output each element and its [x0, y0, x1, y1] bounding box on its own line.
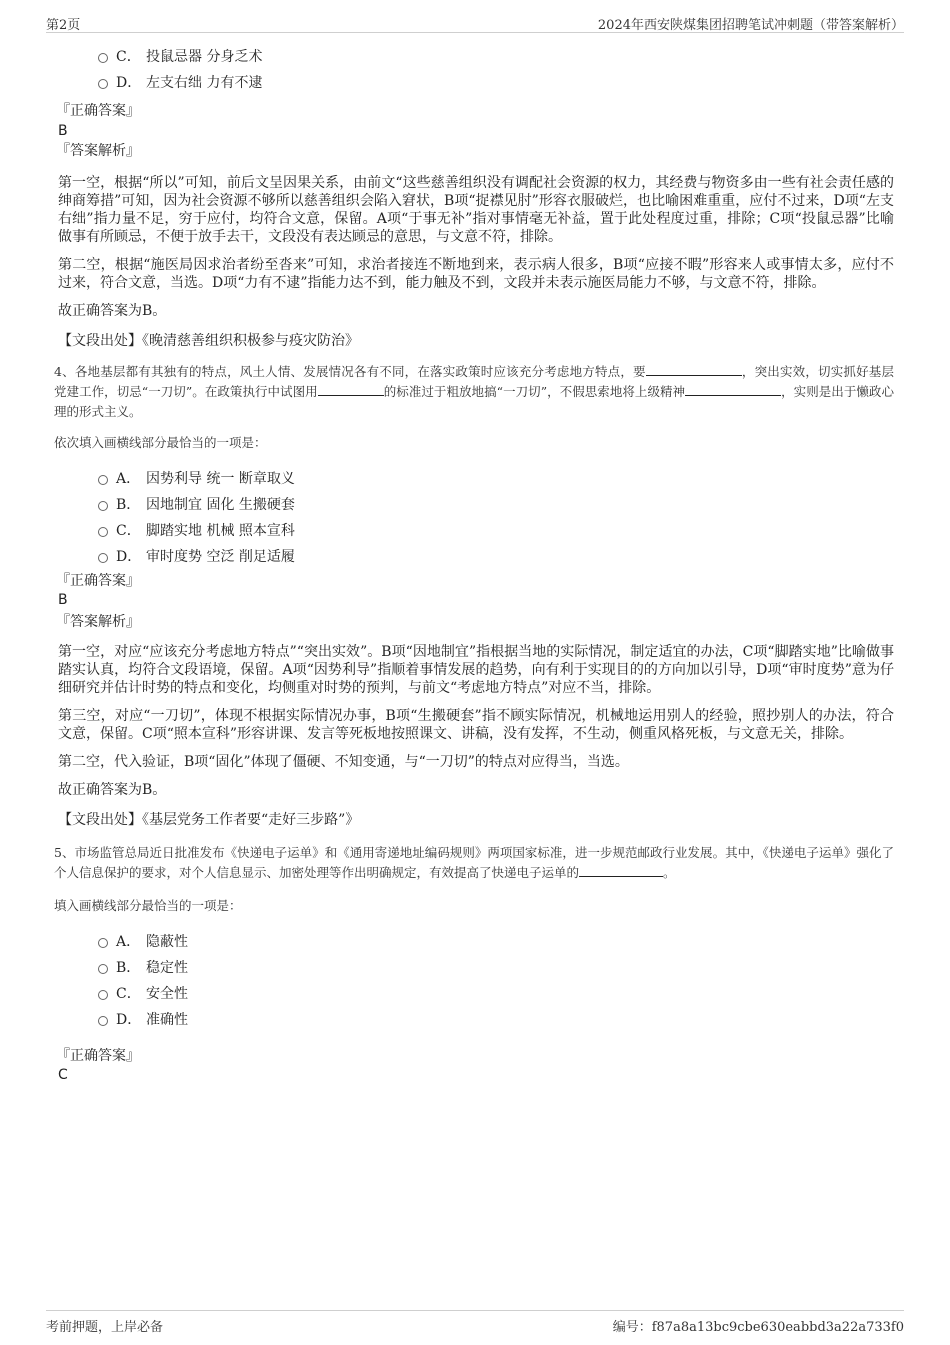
- q3-analysis-label: 『答案解析』: [56, 143, 140, 159]
- option-text: 投鼠忌器 分身乏术: [146, 49, 263, 65]
- document-title: 2024年西安陕煤集团招聘笔试冲刺题（带答案解析）: [597, 18, 904, 33]
- q5-options: [58, 929, 894, 1033]
- q4-option-d[interactable]: [58, 544, 894, 570]
- q4-stem-part1: 4、各地基层都有其独有的特点，风土人情、发展情况各有不同，在落实政策时应该充分考虑地方特点，要: [54, 364, 646, 379]
- radio-icon[interactable]: [98, 501, 108, 511]
- q4-stem-part2: ，突出实效，切实抓好基层党建工作，切忌“一刀切”。在政策执行中试图用: [54, 364, 894, 399]
- q4-source: 【文段出处】《基层党务工作者要“走好三步路”》: [58, 812, 360, 828]
- radio-icon[interactable]: [98, 53, 108, 63]
- blank-1: [646, 362, 742, 376]
- q3-analysis-p1: 第一空，根据“所以”可知，前后文呈因果关系，由前文“这些慈善组织没有调配社会资源的权力，其经费与物资多由一些有社会责任感的绅商筹措”可知，因为社会资源不够所以慈善组织会陷入窘状，B项“捉襟见肘”形容衣服破烂，也比喻困难重重，应付不过来，D项“左支右绌”指力量不足，穷于应付，均符合文意，保留。A项“于事无补”指对事情毫无补益，置于此处程度过重，排除；C项“投鼠忌器”比喻做事有所顾忌，不便于放手去干，文段没有表达顾忌的意思，与文意不符，排除。: [58, 175, 894, 245]
- q4-analysis-p3: 第二空，代入验证，B项“固化”体现了僵硬、不知变通，与“一刀切”的特点对应得当，当选。: [58, 754, 629, 770]
- q4-stem: [54, 362, 894, 422]
- page-header: [46, 12, 904, 33]
- q3-answer: B: [58, 123, 68, 139]
- page-footer: [46, 1310, 904, 1333]
- q4-answer: B: [58, 592, 68, 608]
- q5-option-d[interactable]: [58, 1007, 894, 1033]
- radio-icon[interactable]: [98, 475, 108, 485]
- option-text: 稳定性: [146, 960, 188, 976]
- q3-analysis-p3: 故正确答案为B。: [58, 303, 167, 319]
- footer-slogan: 考前押题，上岸必备: [46, 1320, 164, 1335]
- q4-analysis-label: 『答案解析』: [56, 614, 140, 630]
- option-letter: A．: [116, 934, 141, 950]
- q5-answer: C: [58, 1067, 68, 1083]
- blank-1: [579, 863, 663, 877]
- q3-option-c[interactable]: [58, 44, 894, 70]
- q4-analysis-p2: 第三空，对应“一刀切”，体现不根据实际情况办事，B项“生搬硬套”指不顾实际情况，机械地运用别人的经验，照抄别人的办法，符合文意，保留。C项“照本宣科”形容讲课、发言等死板地按照课文、讲稿，没有发挥，不生动，侧重风格死板，与文意无关，排除。: [58, 708, 894, 742]
- option-text: 安全性: [146, 986, 188, 1002]
- q5-option-b[interactable]: [58, 955, 894, 981]
- q3-analysis-p2: 第二空，根据“施医局因求治者纷至沓来”可知，求治者接连不断地到来，表示病人很多，B项“应接不暇”形容来人或事情太多，应付不过来，符合文意，当选。D项“力有不逮”指能力达不到，能力触及不到，文段并未表示施医局能力不够，与文意不符，排除。: [58, 257, 894, 291]
- radio-icon[interactable]: [98, 938, 108, 948]
- option-text: 脚踏实地 机械 照本宣科: [146, 523, 295, 539]
- q4-stem-part4: ，实则是出于懒政心理的形式主义。: [54, 384, 894, 419]
- radio-icon[interactable]: [98, 990, 108, 1000]
- q5-prompt: 填入画横线部分最恰当的一项是：: [54, 898, 242, 913]
- q3-answer-label: 『正确答案』: [56, 103, 140, 119]
- option-letter: C．: [116, 523, 141, 539]
- blank-3: [685, 382, 781, 396]
- page-number: 第2页: [46, 18, 81, 33]
- q4-prompt: 依次填入画横线部分最恰当的一项是：: [54, 435, 267, 450]
- q4-analysis-p4: 故正确答案为B。: [58, 782, 167, 798]
- option-letter: D．: [116, 1012, 142, 1028]
- option-letter: C．: [116, 986, 141, 1002]
- q3-option-d[interactable]: [58, 70, 894, 96]
- q4-option-b[interactable]: [58, 492, 894, 518]
- option-text: 因势利导 统一 断章取义: [146, 471, 295, 487]
- q4-option-a[interactable]: [58, 466, 894, 492]
- option-text: 因地制宜 固化 生搬硬套: [146, 497, 295, 513]
- page-content: [54, 44, 894, 1084]
- option-letter: C．: [116, 49, 141, 65]
- option-letter: B．: [116, 497, 141, 513]
- radio-icon[interactable]: [98, 527, 108, 537]
- option-text: 隐蔽性: [146, 934, 188, 950]
- q5-answer-label: 『正确答案』: [56, 1048, 140, 1064]
- q5-stem: [54, 843, 894, 883]
- q4-stem-part3: 的标准过于粗放地搞“一刀切”，不假思索地将上级精神: [383, 384, 686, 399]
- option-text: 审时度势 空泛 削足适履: [146, 549, 295, 565]
- q5-option-a[interactable]: [58, 929, 894, 955]
- q3-source: 【文段出处】《晚清慈善组织积极参与疫灾防治》: [58, 333, 359, 349]
- q4-analysis-p1: 第一空，对应“应该充分考虑地方特点”“突出实效”。B项“因地制宜”指根据当地的实际情况，制定适宜的办法，C项“脚踏实地”比喻做事踏实认真，均符合文段语境，保留。A项“因势利导”指顺着事情发展的趋势，向有利于实现目的的方向加以引导，D项“审时度势”意为仔细研究并估计时势的特点和变化，均侧重对时势的预判，与前文“考虑地方特点”对应不当，排除。: [58, 644, 894, 696]
- radio-icon[interactable]: [98, 1016, 108, 1026]
- option-letter: A．: [116, 471, 141, 487]
- radio-icon[interactable]: [98, 79, 108, 89]
- q5-stem-part1: 5、市场监管总局近日批准发布《快递电子运单》和《通用寄递地址编码规则》两项国家标准，进一步规范邮政行业发展。其中，《快递电子运单》强化了个人信息保护的要求，对个人信息显示、加密处理等作出明确规定，有效提高了快递电子运单的: [54, 845, 894, 880]
- q5-stem-part2: 。: [663, 865, 676, 880]
- blank-2: [318, 382, 384, 396]
- option-letter: D．: [116, 75, 142, 91]
- radio-icon[interactable]: [98, 964, 108, 974]
- q3-options: [58, 44, 894, 96]
- option-text: 准确性: [146, 1012, 188, 1028]
- option-letter: B．: [116, 960, 141, 976]
- option-text: 左支右绌 力有不逮: [146, 75, 263, 91]
- q4-answer-label: 『正确答案』: [56, 573, 140, 589]
- option-letter: D．: [116, 549, 142, 565]
- q5-option-c[interactable]: [58, 981, 894, 1007]
- q4-options: [58, 466, 894, 570]
- radio-icon[interactable]: [98, 553, 108, 563]
- q4-option-c[interactable]: [58, 518, 894, 544]
- document-code: 编号：f87a8a13bc9cbe630eabbd3a22a733f0: [612, 1320, 904, 1335]
